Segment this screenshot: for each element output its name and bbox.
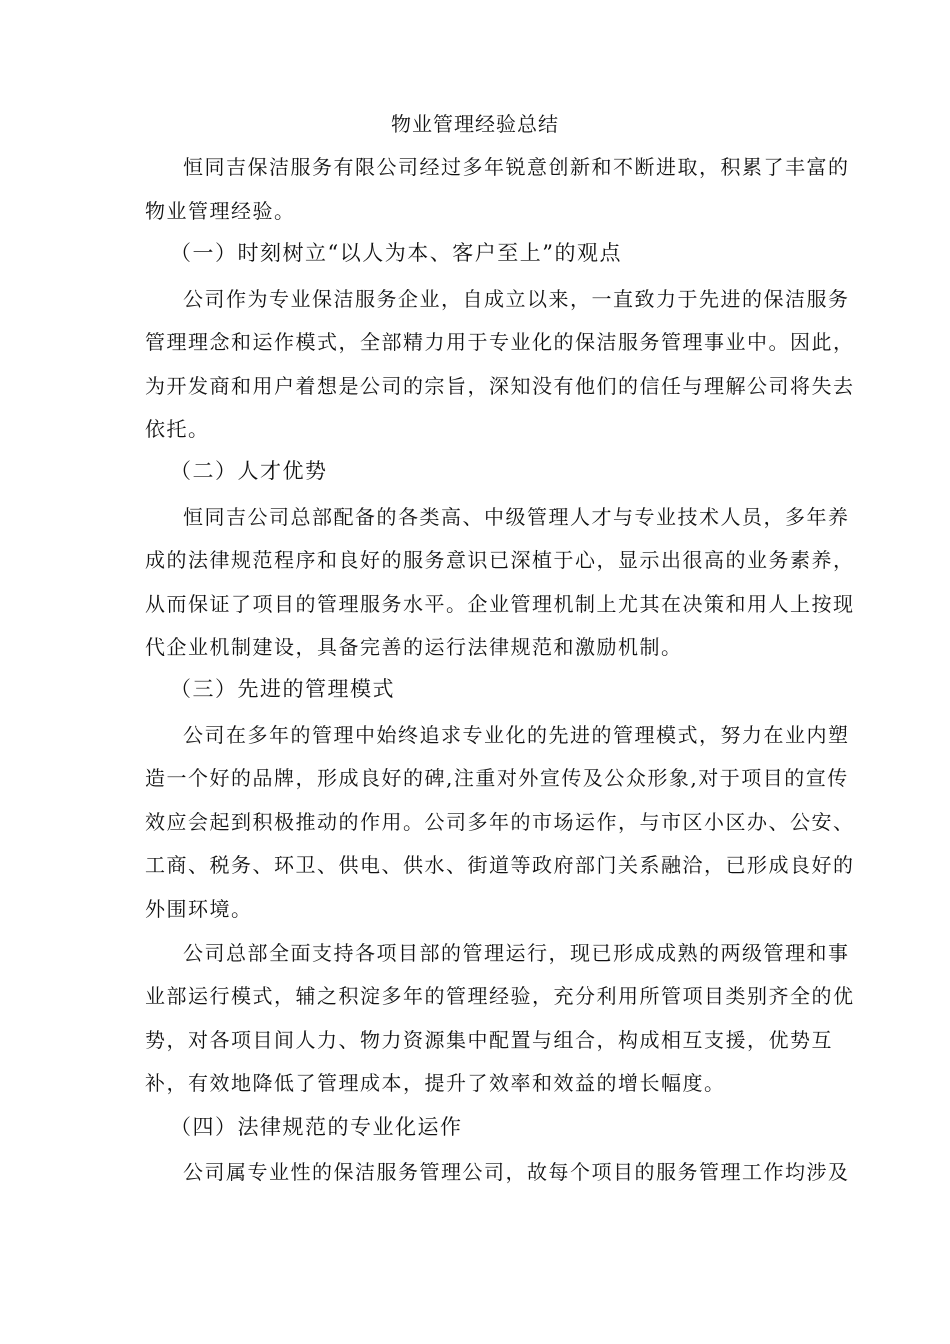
paragraph-line: 成的法律规范程序和良好的服务意识已深植于心，显示出很高的业务素养，	[145, 548, 855, 572]
paragraph-line: 公司属专业性的保洁服务管理公司，故每个项目的服务管理工作均涉及	[183, 1160, 850, 1184]
section-heading-4: （四）法律规范的专业化运作	[170, 1115, 463, 1139]
paragraph-line: 依托。	[145, 417, 210, 441]
document-title: 物业管理经验总结	[391, 112, 559, 136]
paragraph-line: 公司作为专业保洁服务企业，自成立以来，一直致力于先进的保洁服务	[183, 287, 850, 311]
paragraph-line: 物业管理经验。	[145, 199, 296, 223]
paragraph-line: 为开发商和用户着想是公司的宗旨，深知没有他们的信任与理解公司将失去	[145, 374, 855, 398]
paragraph-line: 工商、税务、环卫、供电、供水、街道等政府部门关系融洽，已形成良好的	[145, 853, 855, 877]
paragraph-line: 恒同吉保洁服务有限公司经过多年锐意创新和不断进取，积累了丰富的	[183, 155, 850, 179]
section-heading-3: （三）先进的管理模式	[170, 677, 395, 701]
section-heading-2: （二）人才优势	[170, 459, 328, 483]
paragraph-line: 公司在多年的管理中始终追求专业化的先进的管理模式，努力在业内塑	[183, 723, 850, 747]
paragraph-line: 管理理念和运作模式，全部精力用于专业化的保洁服务管理事业中。因此，	[145, 330, 855, 354]
paragraph-line: 势，对各项目间人力、物力资源集中配置与组合，构成相互支援，优势互	[145, 1028, 833, 1052]
paragraph-line: 代企业机制建设，具备完善的运行法律规范和激励机制。	[145, 635, 683, 659]
paragraph-line: 补，有效地降低了管理成本，提升了效率和效益的增长幅度。	[145, 1071, 726, 1095]
paragraph-line: 从而保证了项目的管理服务水平。企业管理机制上尤其在决策和用人上按现	[145, 592, 855, 616]
paragraph-line: 业部运行模式，辅之积淀多年的管理经验，充分利用所管项目类别齐全的优	[145, 984, 855, 1008]
paragraph-line: 恒同吉公司总部配备的各类高、中级管理人才与专业技术人员，多年养	[183, 505, 850, 529]
paragraph-line: 公司总部全面支持各项目部的管理运行，现已形成成熟的两级管理和事	[183, 941, 850, 965]
paragraph-line: 造一个好的品牌，形成良好的碑,注重对外宣传及公众形象,对于项目的宣传	[145, 766, 849, 790]
paragraph-line: 外围环境。	[145, 897, 253, 921]
paragraph-line: 效应会起到积极推动的作用。公司多年的市场运作，与市区小区办、公安、	[145, 810, 855, 834]
section-heading-1: （一）时刻树立“以人为本、客户至上”的观点	[170, 241, 622, 265]
